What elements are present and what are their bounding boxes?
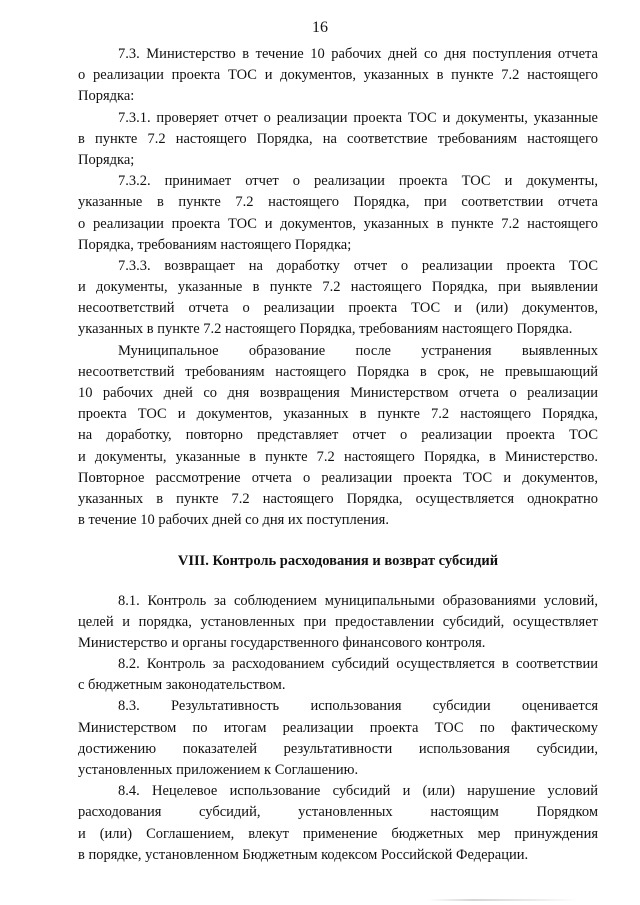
- paragraph-7-3-3: [78, 256, 598, 341]
- text-line: 8.2. Контроль за расходованием субсидий осуществляется в соответствии: [118, 656, 598, 673]
- text-line: Порядка;: [78, 151, 135, 168]
- text-line: в пункте 7.2 настоящего Порядка, на соответствие требованиям настоящего: [78, 130, 598, 147]
- section-heading: VIII. Контроль расходования и возврат субсидий: [177, 553, 499, 570]
- text-line: целей и порядка, установленных при предоставлении субсидий, осуществляет: [78, 613, 598, 630]
- text-line: Министерство и органы государственного финансового контроля.: [78, 634, 486, 651]
- text-line: о реализации проекта ТОС и документов, указанных в пункте 7.2 настоящего: [78, 215, 598, 232]
- text-line: 8.1. Контроль за соблюдением муниципальными образованиями условий,: [118, 592, 598, 609]
- text-line: 8.4. Нецелевое использование субсидий и (или) нарушение условий: [118, 783, 598, 800]
- text-line: проекта ТОС и документов, указанных в пункте 7.2 настоящего Порядка,: [78, 406, 598, 423]
- text-line: 7.3.1. проверяет отчет о реализации проекта ТОС и документы, указанные: [118, 109, 598, 126]
- text-line: Повторное рассмотрение отчета о реализации проекта ТОС и документов,: [78, 469, 598, 486]
- page-number: 16: [312, 19, 328, 36]
- text-line: достижению показателей результативности использования субсидии,: [78, 740, 598, 757]
- paragraph-7-3: [78, 44, 598, 108]
- text-line: 8.3. Результативность использования субсидии оценивается: [118, 698, 598, 715]
- text-line: и (или) Соглашением, влекут применение бюджетных мер принуждения: [78, 825, 598, 842]
- paragraph-7-3-2: [78, 171, 598, 256]
- text-line: расходования субсидий, установленных настоящим Порядком: [78, 804, 598, 821]
- text-line: в порядке, установленном Бюджетным кодексом Российской Федерации.: [78, 846, 529, 863]
- text-line: Министерством по итогам реализации проекта ТОС по фактическому: [78, 719, 598, 736]
- paragraph-8-2: [78, 654, 598, 696]
- text-line: 10 рабочих дней со дня возвращения Министерством отчета о реализации: [78, 385, 598, 401]
- text-line: и документы, указанные в пункте 7.2 настоящего Порядка, при выявлении: [78, 279, 598, 296]
- paragraph-municipal-resubmission: [78, 341, 598, 532]
- text-line: указанные в пункте 7.2 настоящего Порядка, при соответствии отчета: [78, 194, 598, 211]
- text-line: в течение 10 рабочих дней со дня их поступления.: [78, 512, 389, 529]
- text-line: Муниципальное образование после устранения выявленных: [118, 342, 598, 359]
- text-line: указанных в пункте 7.2 настоящего Порядка, осуществляется однократно: [78, 490, 598, 507]
- text-line: на доработку, повторно представляет отчет о реализации проекта ТОС: [78, 427, 598, 444]
- text-line: с бюджетным законодательством.: [78, 677, 286, 694]
- text-line: 7.3. Министерство в течение 10 рабочих дней со дня поступления отчета: [118, 46, 598, 62]
- paragraph-8-3: [78, 696, 598, 781]
- scan-artifact: [428, 899, 578, 901]
- text-line: 7.3.3. возвращает на доработку отчет о реализации проекта ТОС: [118, 257, 598, 274]
- text-line: Порядка, требованиям настоящего Порядка;: [78, 236, 352, 253]
- text-line: Порядка:: [78, 88, 135, 105]
- text-line: указанных в пункте 7.2 настоящего Порядка, требованиям настоящего Порядка.: [78, 321, 573, 338]
- text-line: установленных приложением к Соглашению.: [78, 762, 359, 778]
- text-line: о реализации проекта ТОС и документов, указанных в пункте 7.2 настоящего: [78, 67, 598, 84]
- text-line: несоответствий требованиям настоящего Порядка в срок, не превышающий: [78, 363, 598, 380]
- text-line: несоответствий отчета о реализации проекта ТОС и (или) документов,: [78, 300, 598, 317]
- text-line: 7.3.2. принимает отчет о реализации проекта ТОС и документы,: [118, 173, 598, 190]
- paragraph-8-1: [78, 591, 598, 655]
- document-body: [78, 44, 598, 866]
- paragraph-7-3-1: [78, 108, 598, 172]
- paragraph-8-4: [78, 781, 598, 866]
- text-line: и документы, указанные в пункте 7.2 настоящего Порядка, в Министерство.: [78, 448, 598, 465]
